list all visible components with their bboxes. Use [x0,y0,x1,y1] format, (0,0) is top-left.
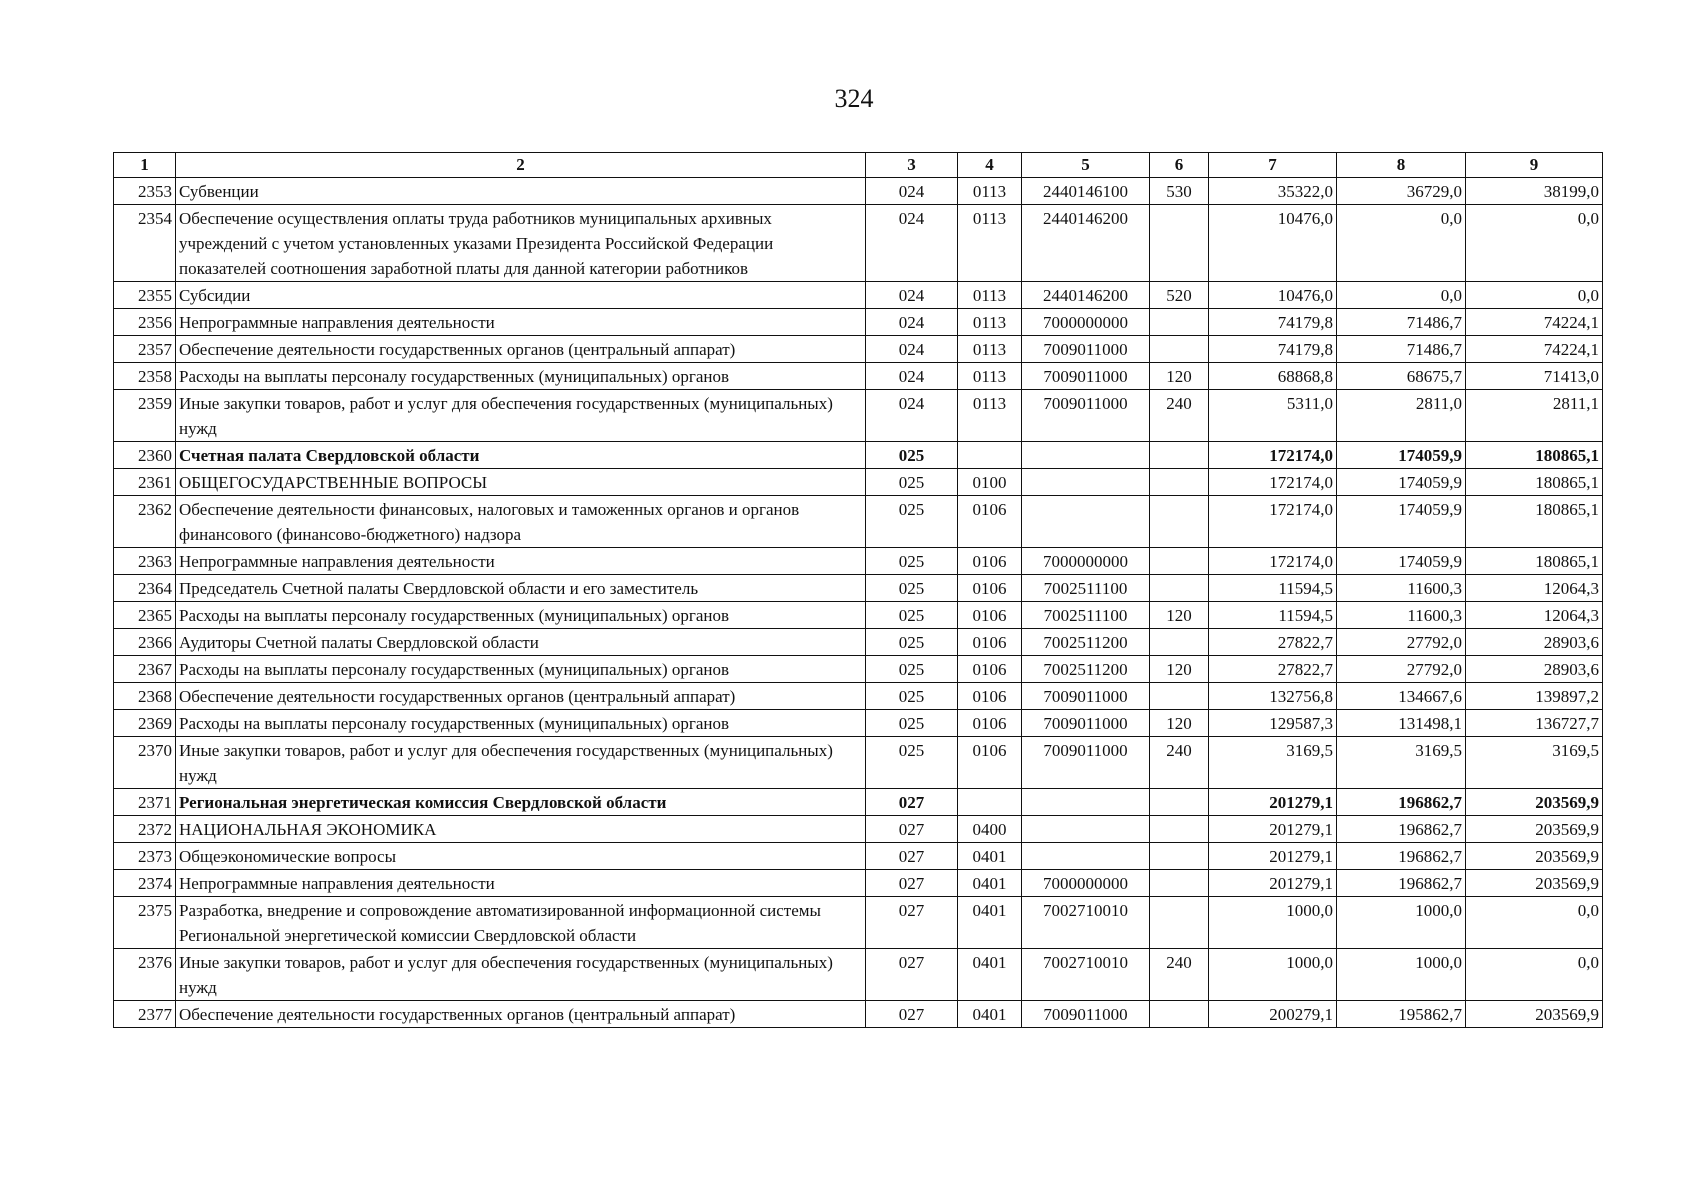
row-number: 2376 [114,949,176,1001]
ministry-code: 027 [866,816,958,843]
row-name: Расходы на выплаты персоналу государственных (муниципальных) органов [176,656,866,683]
col-header: 7 [1209,153,1337,178]
amount-col-8: 3169,5 [1337,737,1466,789]
row-number: 2358 [114,363,176,390]
row-number: 2365 [114,602,176,629]
amount-col-8: 196862,7 [1337,843,1466,870]
section-code: 0106 [958,710,1022,737]
expense-type-code: 240 [1150,949,1209,1001]
target-code: 7009011000 [1022,1001,1150,1028]
table-row [114,710,1603,737]
ministry-code: 024 [866,390,958,442]
row-number: 2355 [114,282,176,309]
amount-col-7: 200279,1 [1209,1001,1337,1028]
section-code: 0106 [958,737,1022,789]
col-header: 5 [1022,153,1150,178]
amount-col-9: 3169,5 [1466,737,1603,789]
row-name: Аудиторы Счетной палаты Свердловской области [176,629,866,656]
target-code: 7002710010 [1022,897,1150,949]
amount-col-8: 27792,0 [1337,656,1466,683]
ministry-code: 025 [866,575,958,602]
amount-col-8: 68675,7 [1337,363,1466,390]
amount-col-8: 131498,1 [1337,710,1466,737]
table-row [114,897,1603,949]
expense-type-code [1150,816,1209,843]
ministry-code: 024 [866,336,958,363]
amount-col-8: 195862,7 [1337,1001,1466,1028]
amount-col-8: 174059,9 [1337,442,1466,469]
target-code [1022,789,1150,816]
ministry-code: 025 [866,656,958,683]
row-number: 2366 [114,629,176,656]
amount-col-9: 180865,1 [1466,469,1603,496]
amount-col-8: 196862,7 [1337,816,1466,843]
amount-col-9: 74224,1 [1466,336,1603,363]
amount-col-7: 129587,3 [1209,710,1337,737]
amount-col-7: 1000,0 [1209,949,1337,1001]
row-number: 2373 [114,843,176,870]
table-row [114,496,1603,548]
target-code [1022,469,1150,496]
ministry-code: 025 [866,548,958,575]
table-row [114,789,1603,816]
table-row [114,363,1603,390]
row-number: 2354 [114,205,176,282]
amount-col-8: 36729,0 [1337,178,1466,205]
table-row [114,548,1603,575]
amount-col-8: 2811,0 [1337,390,1466,442]
table-row [114,949,1603,1001]
expense-type-code [1150,548,1209,575]
table-row [114,336,1603,363]
expense-type-code [1150,575,1209,602]
amount-col-8: 1000,0 [1337,897,1466,949]
expense-type-code [1150,843,1209,870]
expense-type-code [1150,469,1209,496]
ministry-code: 025 [866,496,958,548]
row-number: 2363 [114,548,176,575]
target-code: 2440146100 [1022,178,1150,205]
row-name: Субсидии [176,282,866,309]
ministry-code: 025 [866,442,958,469]
amount-col-9: 0,0 [1466,205,1603,282]
header-row [114,153,1603,178]
amount-col-8: 196862,7 [1337,870,1466,897]
amount-col-8: 11600,3 [1337,575,1466,602]
row-number: 2360 [114,442,176,469]
amount-col-7: 201279,1 [1209,843,1337,870]
col-header: 4 [958,153,1022,178]
row-name: Общеэкономические вопросы [176,843,866,870]
expense-type-code [1150,496,1209,548]
section-code: 0106 [958,683,1022,710]
amount-col-8: 27792,0 [1337,629,1466,656]
amount-col-9: 28903,6 [1466,656,1603,683]
section-code: 0113 [958,205,1022,282]
amount-col-7: 74179,8 [1209,336,1337,363]
amount-col-7: 132756,8 [1209,683,1337,710]
budget-table [113,152,1603,1028]
amount-col-7: 5311,0 [1209,390,1337,442]
table-row [114,843,1603,870]
ministry-code: 024 [866,178,958,205]
amount-col-7: 1000,0 [1209,897,1337,949]
row-name: Расходы на выплаты персоналу государственных (муниципальных) органов [176,602,866,629]
row-name: Региональная энергетическая комиссия Свердловской области [176,789,866,816]
col-header: 9 [1466,153,1603,178]
section-code: 0401 [958,870,1022,897]
target-code [1022,496,1150,548]
section-code: 0100 [958,469,1022,496]
target-code: 7000000000 [1022,309,1150,336]
row-name: Обеспечение деятельности государственных органов (центральный аппарат) [176,1001,866,1028]
amount-col-7: 11594,5 [1209,602,1337,629]
section-code [958,442,1022,469]
row-name: ОБЩЕГОСУДАРСТВЕННЫЕ ВОПРОСЫ [176,469,866,496]
col-header: 6 [1150,153,1209,178]
table-row [114,575,1603,602]
amount-col-9: 12064,3 [1466,575,1603,602]
col-header: 8 [1337,153,1466,178]
table-row [114,390,1603,442]
amount-col-7: 27822,7 [1209,656,1337,683]
amount-col-9: 180865,1 [1466,496,1603,548]
expense-type-code: 240 [1150,737,1209,789]
section-code: 0113 [958,178,1022,205]
amount-col-7: 172174,0 [1209,469,1337,496]
amount-col-9: 12064,3 [1466,602,1603,629]
ministry-code: 024 [866,282,958,309]
target-code: 7002511200 [1022,656,1150,683]
target-code: 7009011000 [1022,710,1150,737]
target-code: 7002511100 [1022,602,1150,629]
row-number: 2374 [114,870,176,897]
amount-col-8: 71486,7 [1337,309,1466,336]
row-name: Иные закупки товаров, работ и услуг для обеспечения государственных (муниципальных) нужд [176,737,866,789]
ministry-code: 025 [866,710,958,737]
amount-col-9: 0,0 [1466,949,1603,1001]
amount-col-8: 0,0 [1337,282,1466,309]
table-row [114,469,1603,496]
row-name: Обеспечение деятельности финансовых, налоговых и таможенных органов и органов финансового (финансово-бюджетного) надзора [176,496,866,548]
row-number: 2371 [114,789,176,816]
row-number: 2361 [114,469,176,496]
section-code [958,789,1022,816]
ministry-code: 027 [866,870,958,897]
amount-col-8: 0,0 [1337,205,1466,282]
row-name: Расходы на выплаты персоналу государственных (муниципальных) органов [176,363,866,390]
amount-col-7: 172174,0 [1209,548,1337,575]
target-code: 7000000000 [1022,870,1150,897]
ministry-code: 025 [866,602,958,629]
amount-col-7: 35322,0 [1209,178,1337,205]
table-row [114,629,1603,656]
amount-col-8: 71486,7 [1337,336,1466,363]
ministry-code: 025 [866,469,958,496]
target-code: 7009011000 [1022,390,1150,442]
expense-type-code [1150,870,1209,897]
row-name: Обеспечение деятельности государственных органов (центральный аппарат) [176,683,866,710]
expense-type-code: 120 [1150,656,1209,683]
target-code: 7009011000 [1022,737,1150,789]
expense-type-code [1150,629,1209,656]
section-code: 0106 [958,602,1022,629]
section-code: 0106 [958,548,1022,575]
amount-col-8: 174059,9 [1337,496,1466,548]
row-number: 2362 [114,496,176,548]
row-number: 2369 [114,710,176,737]
row-number: 2375 [114,897,176,949]
amount-col-9: 38199,0 [1466,178,1603,205]
ministry-code: 024 [866,205,958,282]
row-number: 2368 [114,683,176,710]
amount-col-9: 136727,7 [1466,710,1603,737]
amount-col-8: 11600,3 [1337,602,1466,629]
ministry-code: 025 [866,683,958,710]
col-header: 3 [866,153,958,178]
row-name: Обеспечение деятельности государственных органов (центральный аппарат) [176,336,866,363]
target-code: 7000000000 [1022,548,1150,575]
amount-col-7: 201279,1 [1209,870,1337,897]
row-name: Председатель Счетной палаты Свердловской области и его заместитель [176,575,866,602]
amount-col-8: 1000,0 [1337,949,1466,1001]
target-code: 7009011000 [1022,363,1150,390]
target-code [1022,843,1150,870]
table-row [114,737,1603,789]
section-code: 0106 [958,629,1022,656]
target-code: 7002511200 [1022,629,1150,656]
section-code: 0113 [958,336,1022,363]
expense-type-code [1150,1001,1209,1028]
row-number: 2364 [114,575,176,602]
target-code: 2440146200 [1022,205,1150,282]
expense-type-code [1150,897,1209,949]
amount-col-9: 203569,9 [1466,843,1603,870]
amount-col-9: 71413,0 [1466,363,1603,390]
amount-col-8: 134667,6 [1337,683,1466,710]
row-name: Разработка, внедрение и сопровождение автоматизированной информационной системы Региональной энергетической комиссии Свердловской области [176,897,866,949]
row-name: Расходы на выплаты персоналу государственных (муниципальных) органов [176,710,866,737]
amount-col-7: 172174,0 [1209,496,1337,548]
row-name: НАЦИОНАЛЬНАЯ ЭКОНОМИКА [176,816,866,843]
expense-type-code [1150,336,1209,363]
section-code: 0106 [958,496,1022,548]
section-code: 0106 [958,575,1022,602]
amount-col-8: 196862,7 [1337,789,1466,816]
amount-col-8: 174059,9 [1337,548,1466,575]
col-header: 1 [114,153,176,178]
section-code: 0401 [958,1001,1022,1028]
expense-type-code: 520 [1150,282,1209,309]
section-code: 0400 [958,816,1022,843]
target-code: 2440146200 [1022,282,1150,309]
amount-col-7: 10476,0 [1209,282,1337,309]
row-number: 2367 [114,656,176,683]
amount-col-7: 3169,5 [1209,737,1337,789]
section-code: 0113 [958,309,1022,336]
expense-type-code [1150,442,1209,469]
amount-col-9: 74224,1 [1466,309,1603,336]
expense-type-code [1150,683,1209,710]
row-name: Иные закупки товаров, работ и услуг для обеспечения государственных (муниципальных) нужд [176,390,866,442]
row-name: Непрограммные направления деятельности [176,548,866,575]
amount-col-8: 174059,9 [1337,469,1466,496]
ministry-code: 025 [866,629,958,656]
expense-type-code: 120 [1150,710,1209,737]
ministry-code: 025 [866,737,958,789]
amount-col-9: 28903,6 [1466,629,1603,656]
amount-col-7: 27822,7 [1209,629,1337,656]
row-name: Непрограммные направления деятельности [176,309,866,336]
table-row [114,870,1603,897]
table-row [114,1001,1603,1028]
row-name: Непрограммные направления деятельности [176,870,866,897]
amount-col-9: 203569,9 [1466,789,1603,816]
table-row [114,602,1603,629]
section-code: 0113 [958,390,1022,442]
target-code [1022,442,1150,469]
target-code [1022,816,1150,843]
row-number: 2359 [114,390,176,442]
row-name: Счетная палата Свердловской области [176,442,866,469]
target-code: 7002710010 [1022,949,1150,1001]
ministry-code: 027 [866,897,958,949]
expense-type-code: 120 [1150,363,1209,390]
amount-col-7: 68868,8 [1209,363,1337,390]
expense-type-code: 530 [1150,178,1209,205]
target-code: 7009011000 [1022,336,1150,363]
amount-col-9: 0,0 [1466,897,1603,949]
ministry-code: 024 [866,309,958,336]
amount-col-9: 0,0 [1466,282,1603,309]
row-number: 2357 [114,336,176,363]
ministry-code: 027 [866,949,958,1001]
row-number: 2356 [114,309,176,336]
amount-col-9: 203569,9 [1466,1001,1603,1028]
row-number: 2370 [114,737,176,789]
amount-col-9: 139897,2 [1466,683,1603,710]
amount-col-9: 180865,1 [1466,442,1603,469]
ministry-code: 027 [866,843,958,870]
amount-col-9: 203569,9 [1466,816,1603,843]
amount-col-7: 172174,0 [1209,442,1337,469]
table-body [114,178,1603,1028]
table-row [114,442,1603,469]
section-code: 0401 [958,897,1022,949]
table-row [114,683,1603,710]
row-name: Иные закупки товаров, работ и услуг для обеспечения государственных (муниципальных) нужд [176,949,866,1001]
section-code: 0401 [958,949,1022,1001]
amount-col-7: 11594,5 [1209,575,1337,602]
target-code: 7009011000 [1022,683,1150,710]
amount-col-9: 180865,1 [1466,548,1603,575]
ministry-code: 024 [866,363,958,390]
expense-type-code: 240 [1150,390,1209,442]
table-row [114,282,1603,309]
table-row [114,656,1603,683]
row-name: Обеспечение осуществления оплаты труда работников муниципальных архивных учреждений с учетом установленных указами Президента Российской Федерации показателей соотношения заработной платы для данной категории работников [176,205,866,282]
table-row [114,816,1603,843]
amount-col-7: 201279,1 [1209,789,1337,816]
row-name: Субвенции [176,178,866,205]
row-number: 2372 [114,816,176,843]
col-header: 2 [176,153,866,178]
section-code: 0401 [958,843,1022,870]
expense-type-code [1150,789,1209,816]
section-code: 0106 [958,656,1022,683]
ministry-code: 027 [866,789,958,816]
section-code: 0113 [958,363,1022,390]
amount-col-7: 201279,1 [1209,816,1337,843]
amount-col-9: 203569,9 [1466,870,1603,897]
expense-type-code [1150,309,1209,336]
ministry-code: 027 [866,1001,958,1028]
table-row [114,309,1603,336]
row-number: 2353 [114,178,176,205]
table-row [114,178,1603,205]
expense-type-code: 120 [1150,602,1209,629]
table-row [114,205,1603,282]
page-number: 324 [834,84,874,113]
section-code: 0113 [958,282,1022,309]
row-number: 2377 [114,1001,176,1028]
expense-type-code [1150,205,1209,282]
amount-col-7: 74179,8 [1209,309,1337,336]
target-code: 7002511100 [1022,575,1150,602]
amount-col-7: 10476,0 [1209,205,1337,282]
amount-col-9: 2811,1 [1466,390,1603,442]
